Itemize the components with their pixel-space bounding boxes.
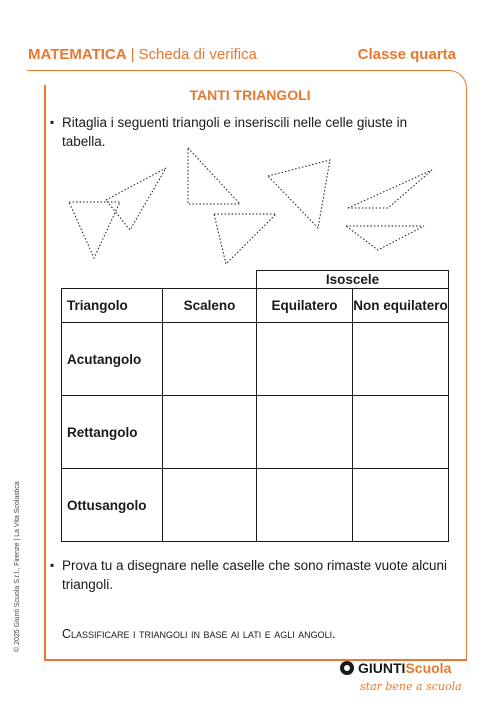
row-label-rettangolo: Rettangolo <box>62 396 163 469</box>
table-row <box>62 396 449 469</box>
table-group-header-row <box>62 271 449 289</box>
triangle-cutout-7 <box>346 226 424 250</box>
table-cell <box>163 396 257 469</box>
bullet-square-icon: ▪ <box>50 115 55 129</box>
table-header-row <box>62 289 449 323</box>
triangle-cutout-5 <box>268 160 330 228</box>
logo-tagline: star bene a scuola <box>360 680 462 693</box>
copyright-credit: © 2025 Giunti Scuola S.r.l., Firenze | La Vita Scolastica <box>14 481 21 652</box>
learning-objective: Classificare i triangoli in base ai lati e agli angoli. <box>62 627 336 641</box>
instruction-cutout-text: Ritaglia i seguenti triangoli e inseriscili nelle celle giuste in tabella. <box>62 115 408 149</box>
column-header-non-equilatero: Non equilatero <box>353 289 449 323</box>
worksheet-title: TANTI TRIANGOLI <box>189 87 311 103</box>
logo-brand-orange: Scuola <box>405 660 452 676</box>
triangle-cutout-4 <box>214 214 276 264</box>
subject-label: MATEMATICA <box>28 46 127 63</box>
isoscele-group-header: Isoscele <box>257 271 449 289</box>
table-cell <box>353 323 449 396</box>
table-blank-cell <box>62 271 163 289</box>
triangle-cutout-3 <box>188 148 240 204</box>
column-header-scaleno: Scaleno <box>163 289 257 323</box>
class-level-label: Classe quarta <box>357 46 456 63</box>
table-row <box>62 323 449 396</box>
triangle-cutout-6 <box>348 170 432 208</box>
table-cell <box>353 396 449 469</box>
logo-brand-black: GIUNTI <box>358 660 406 676</box>
triangle-cutouts <box>0 0 500 280</box>
table-row <box>62 469 449 542</box>
column-header-equilatero: Equilatero <box>257 289 353 323</box>
table-cell <box>257 323 353 396</box>
table-cell <box>163 469 257 542</box>
column-header-triangolo: Triangolo <box>62 289 163 323</box>
instruction-draw-text: Prova tu a disegnare nelle caselle che sono rimaste vuote alcuni triangoli. <box>62 558 447 592</box>
sheet-type-label: Scheda di verifica <box>138 46 257 63</box>
table-blank-cell <box>163 271 257 289</box>
bullet-square-icon: ▪ <box>50 558 55 572</box>
logo-wordmark <box>358 660 451 676</box>
header-separator: | <box>130 46 135 63</box>
row-label-acutangolo: Acutangolo <box>62 323 163 396</box>
classification-table <box>61 270 449 542</box>
table-cell <box>257 396 353 469</box>
instruction-draw <box>50 556 462 594</box>
publisher-logo <box>340 660 470 700</box>
row-label-ottusangolo: Ottusangolo <box>62 469 163 542</box>
triangle-cutout-1 <box>69 202 120 258</box>
table-cell <box>353 469 449 542</box>
table-cell <box>163 323 257 396</box>
table-cell <box>257 469 353 542</box>
triangle-cutout-2 <box>106 168 166 230</box>
giunti-logo-icon <box>340 661 354 675</box>
